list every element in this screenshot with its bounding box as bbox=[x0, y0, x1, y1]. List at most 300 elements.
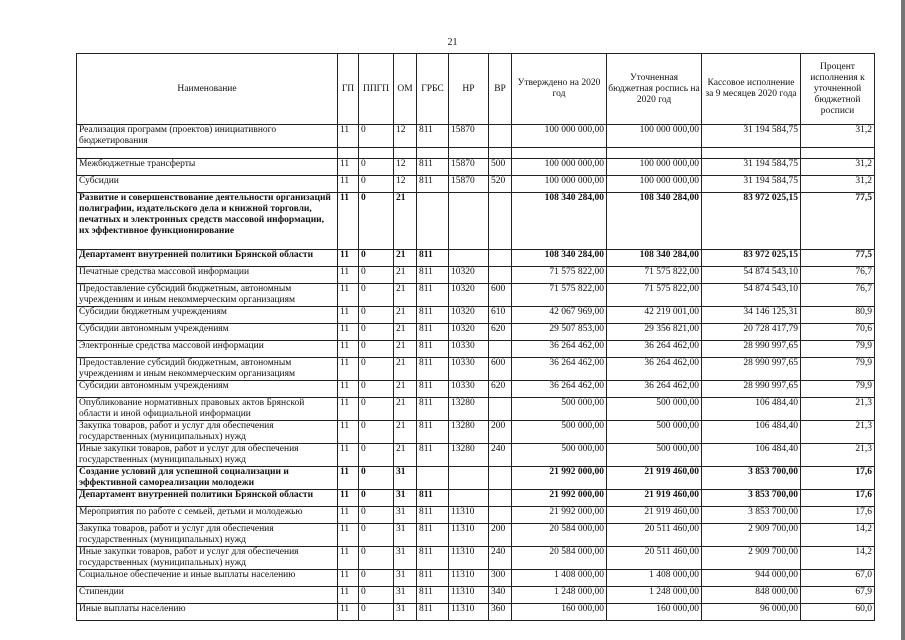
cell-om: 21 bbox=[394, 324, 417, 341]
cell-om bbox=[394, 148, 417, 159]
cell-om: 21 bbox=[394, 381, 417, 398]
cell-om: 12 bbox=[394, 176, 417, 193]
cell-np bbox=[449, 250, 489, 267]
cell-np: 10330 bbox=[449, 358, 489, 381]
table-row bbox=[77, 358, 875, 381]
cell-name: Социальное обеспечение и иные выплаты населению bbox=[77, 570, 338, 587]
cell-refined: 108 340 284,00 bbox=[607, 250, 702, 267]
cell-om: 31 bbox=[394, 547, 417, 570]
cell-percent: 77,5 bbox=[801, 250, 875, 267]
cell-percent: 21,3 bbox=[801, 398, 875, 421]
cell-percent: 14,2 bbox=[801, 547, 875, 570]
cell-approved: 36 264 462,00 bbox=[512, 381, 607, 398]
cell-om: 31 bbox=[394, 524, 417, 547]
cell-gp: 11 bbox=[338, 421, 359, 444]
cell-gp: 11 bbox=[338, 444, 359, 467]
header-vr: ВР bbox=[489, 54, 512, 125]
cell-percent: 80,9 bbox=[801, 307, 875, 324]
header-gp: ГП bbox=[338, 54, 359, 125]
cell-grbs: 811 bbox=[417, 398, 449, 421]
cell-cash: 31 194 584,75 bbox=[702, 159, 801, 176]
cell-cash: 31 194 584,75 bbox=[702, 125, 801, 148]
cell-refined: 108 340 284,00 bbox=[607, 193, 702, 250]
cell-gp: 11 bbox=[338, 467, 359, 490]
cell-percent: 67,9 bbox=[801, 587, 875, 604]
cell-ppgp: 0 bbox=[359, 341, 394, 358]
cell-cash: 34 146 125,31 bbox=[702, 307, 801, 324]
cell-percent: 31,2 bbox=[801, 125, 875, 148]
cell-ppgp: 0 bbox=[359, 267, 394, 284]
cell-vr: 600 bbox=[489, 358, 512, 381]
cell-approved: 20 584 000,00 bbox=[512, 547, 607, 570]
cell-om: 31 bbox=[394, 570, 417, 587]
header-approved: Утверждено на 2020 год bbox=[512, 54, 607, 125]
cell-name: Электронные средства массовой информации bbox=[77, 341, 338, 358]
cell-cash: 106 484,40 bbox=[702, 398, 801, 421]
cell-grbs bbox=[417, 467, 449, 490]
cell-approved: 100 000 000,00 bbox=[512, 125, 607, 148]
cell-cash: 20 728 417,79 bbox=[702, 324, 801, 341]
table-row bbox=[77, 604, 875, 621]
cell-refined: 20 511 460,00 bbox=[607, 524, 702, 547]
cell-percent: 17,6 bbox=[801, 467, 875, 490]
cell-vr bbox=[489, 490, 512, 507]
table-row bbox=[77, 341, 875, 358]
cell-cash: 31 194 584,75 bbox=[702, 176, 801, 193]
cell-name: Иные выплаты населению bbox=[77, 604, 338, 621]
cell-refined: 500 000,00 bbox=[607, 421, 702, 444]
cell-vr: 360 bbox=[489, 604, 512, 621]
cell-vr: 200 bbox=[489, 524, 512, 547]
cell-om: 31 bbox=[394, 467, 417, 490]
cell-cash: 106 484,40 bbox=[702, 444, 801, 467]
cell-om: 21 bbox=[394, 307, 417, 324]
cell-np: 15870 bbox=[449, 125, 489, 148]
cell-name: Предоставление субсидий бюджетным, автономным учреждениям и иным некоммерческим организациям bbox=[77, 358, 338, 381]
cell-np: 10320 bbox=[449, 267, 489, 284]
cell-refined: 20 511 460,00 bbox=[607, 547, 702, 570]
cell-ppgp: 0 bbox=[359, 250, 394, 267]
cell-grbs: 811 bbox=[417, 307, 449, 324]
cell-refined: 42 219 001,00 bbox=[607, 307, 702, 324]
cell-np: 10320 bbox=[449, 307, 489, 324]
cell-percent: 67,0 bbox=[801, 570, 875, 587]
cell-gp: 11 bbox=[338, 125, 359, 148]
cell-percent: 17,6 bbox=[801, 507, 875, 524]
cell-approved: 1 408 000,00 bbox=[512, 570, 607, 587]
cell-name: Опубликование нормативных правовых актов Брянской области и иной официальной информации bbox=[77, 398, 338, 421]
header-name: Наименование bbox=[77, 54, 338, 125]
cell-approved: 100 000 000,00 bbox=[512, 176, 607, 193]
cell-np: 11310 bbox=[449, 524, 489, 547]
cell-vr bbox=[489, 148, 512, 159]
cell-vr: 500 bbox=[489, 159, 512, 176]
cell-ppgp: 0 bbox=[359, 358, 394, 381]
cell-percent: 17,6 bbox=[801, 490, 875, 507]
cell-np: 11310 bbox=[449, 587, 489, 604]
header-percent: Процент исполнения к уточненной бюджетной росписи bbox=[801, 54, 875, 125]
table-row bbox=[77, 587, 875, 604]
cell-om: 21 bbox=[394, 284, 417, 307]
cell-cash: 2 909 700,00 bbox=[702, 524, 801, 547]
table-row bbox=[77, 324, 875, 341]
cell-vr bbox=[489, 267, 512, 284]
table-row bbox=[77, 193, 875, 250]
cell-np: 10320 bbox=[449, 324, 489, 341]
cell-ppgp: 0 bbox=[359, 587, 394, 604]
cell-cash: 83 972 025,15 bbox=[702, 193, 801, 250]
cell-refined: 500 000,00 bbox=[607, 398, 702, 421]
cell-ppgp: 0 bbox=[359, 324, 394, 341]
cell-vr: 610 bbox=[489, 307, 512, 324]
cell-vr bbox=[489, 125, 512, 148]
budget-table bbox=[76, 53, 875, 621]
cell-cash: 28 990 997,65 bbox=[702, 341, 801, 358]
table-row bbox=[77, 267, 875, 284]
cell-percent: 70,6 bbox=[801, 324, 875, 341]
cell-cash: 96 000,00 bbox=[702, 604, 801, 621]
cell-refined: 21 919 460,00 bbox=[607, 490, 702, 507]
header-grbs: ГРБС bbox=[417, 54, 449, 125]
cell-grbs bbox=[417, 148, 449, 159]
cell-percent: 76,7 bbox=[801, 284, 875, 307]
cell-gp: 11 bbox=[338, 267, 359, 284]
cell-refined: 71 575 822,00 bbox=[607, 267, 702, 284]
cell-grbs: 811 bbox=[417, 507, 449, 524]
cell-gp: 11 bbox=[338, 398, 359, 421]
cell-np: 10320 bbox=[449, 284, 489, 307]
cell-name: Субсидии бюджетным учреждениям bbox=[77, 307, 338, 324]
page-number: 21 bbox=[447, 37, 458, 48]
cell-grbs: 811 bbox=[417, 490, 449, 507]
cell-np: 10330 bbox=[449, 341, 489, 358]
cell-name: Реализация программ (проектов) инициативного бюджетирования bbox=[77, 125, 338, 148]
cell-name: Департамент внутренней политики Брянской области bbox=[77, 490, 338, 507]
cell-gp: 11 bbox=[338, 341, 359, 358]
table-row bbox=[77, 381, 875, 398]
cell-approved: 108 340 284,00 bbox=[512, 193, 607, 250]
cell-grbs: 811 bbox=[417, 341, 449, 358]
cell-cash: 83 972 025,15 bbox=[702, 250, 801, 267]
table-row bbox=[77, 307, 875, 324]
cell-gp: 11 bbox=[338, 284, 359, 307]
cell-name: Создание условий для успешной социализации и эффективной самореализации молодежи bbox=[77, 467, 338, 490]
cell-refined: 1 248 000,00 bbox=[607, 587, 702, 604]
cell-grbs: 811 bbox=[417, 421, 449, 444]
cell-ppgp: 0 bbox=[359, 421, 394, 444]
cell-np: 15870 bbox=[449, 176, 489, 193]
cell-vr bbox=[489, 341, 512, 358]
cell-approved: 500 000,00 bbox=[512, 421, 607, 444]
cell-grbs: 811 bbox=[417, 444, 449, 467]
cell-gp bbox=[338, 148, 359, 159]
cell-vr: 600 bbox=[489, 284, 512, 307]
table-row bbox=[77, 176, 875, 193]
table-row bbox=[77, 490, 875, 507]
cell-om: 21 bbox=[394, 358, 417, 381]
cell-vr bbox=[489, 250, 512, 267]
cell-grbs: 811 bbox=[417, 358, 449, 381]
cell-ppgp: 0 bbox=[359, 604, 394, 621]
page-edge bbox=[901, 0, 905, 640]
cell-ppgp: 0 bbox=[359, 444, 394, 467]
cell-vr bbox=[489, 507, 512, 524]
table-row bbox=[77, 159, 875, 176]
table-row bbox=[77, 507, 875, 524]
cell-np: 11310 bbox=[449, 570, 489, 587]
cell-cash: 106 484,40 bbox=[702, 421, 801, 444]
cell-gp: 11 bbox=[338, 604, 359, 621]
cell-ppgp: 0 bbox=[359, 490, 394, 507]
cell-grbs: 811 bbox=[417, 604, 449, 621]
cell-name: Субсидии автономным учреждениям bbox=[77, 324, 338, 341]
cell-ppgp: 0 bbox=[359, 284, 394, 307]
cell-om: 12 bbox=[394, 159, 417, 176]
cell-vr: 240 bbox=[489, 444, 512, 467]
table-row bbox=[77, 524, 875, 547]
cell-approved: 36 264 462,00 bbox=[512, 358, 607, 381]
cell-np: 11310 bbox=[449, 507, 489, 524]
cell-om: 31 bbox=[394, 604, 417, 621]
cell-om: 21 bbox=[394, 341, 417, 358]
table-row bbox=[77, 148, 875, 159]
cell-gp: 11 bbox=[338, 587, 359, 604]
cell-approved: 1 248 000,00 bbox=[512, 587, 607, 604]
cell-gp: 11 bbox=[338, 490, 359, 507]
header-np: НР bbox=[449, 54, 489, 125]
cell-refined: 36 264 462,00 bbox=[607, 358, 702, 381]
cell-cash: 3 853 700,00 bbox=[702, 507, 801, 524]
cell-om: 21 bbox=[394, 193, 417, 250]
cell-approved: 21 992 000,00 bbox=[512, 507, 607, 524]
cell-percent: 14,2 bbox=[801, 524, 875, 547]
cell-name: Иные закупки товаров, работ и услуг для обеспечения государственных (муниципальных) нужд bbox=[77, 547, 338, 570]
cell-grbs: 811 bbox=[417, 284, 449, 307]
cell-vr: 620 bbox=[489, 381, 512, 398]
cell-percent bbox=[801, 148, 875, 159]
cell-om: 31 bbox=[394, 490, 417, 507]
cell-percent: 31,2 bbox=[801, 176, 875, 193]
cell-cash: 54 874 543,10 bbox=[702, 284, 801, 307]
cell-percent: 79,9 bbox=[801, 341, 875, 358]
cell-approved: 108 340 284,00 bbox=[512, 250, 607, 267]
cell-ppgp: 0 bbox=[359, 381, 394, 398]
cell-cash: 3 853 700,00 bbox=[702, 467, 801, 490]
cell-name: Субсидии bbox=[77, 176, 338, 193]
cell-name: Развитие и совершенствование деятельности организаций полиграфии, издательского дела и книжной торговли, печатных и электронных средств массовой информации, их эффективное функционирование bbox=[77, 193, 338, 250]
table-row bbox=[77, 284, 875, 307]
cell-approved: 500 000,00 bbox=[512, 398, 607, 421]
table-row bbox=[77, 467, 875, 490]
cell-refined: 71 575 822,00 bbox=[607, 284, 702, 307]
cell-name: Департамент внутренней политики Брянской области bbox=[77, 250, 338, 267]
cell-om: 21 bbox=[394, 250, 417, 267]
cell-approved: 500 000,00 bbox=[512, 444, 607, 467]
cell-om: 31 bbox=[394, 507, 417, 524]
cell-approved: 20 584 000,00 bbox=[512, 524, 607, 547]
table-row bbox=[77, 250, 875, 267]
table-row bbox=[77, 547, 875, 570]
cell-grbs: 811 bbox=[417, 587, 449, 604]
cell-refined: 36 264 462,00 bbox=[607, 341, 702, 358]
cell-refined: 29 356 821,00 bbox=[607, 324, 702, 341]
cell-name: Мероприятия по работе с семьей, детьми и молодежью bbox=[77, 507, 338, 524]
cell-refined: 36 264 462,00 bbox=[607, 381, 702, 398]
cell-grbs: 811 bbox=[417, 267, 449, 284]
cell-np bbox=[449, 490, 489, 507]
cell-approved bbox=[512, 148, 607, 159]
cell-gp: 11 bbox=[338, 358, 359, 381]
cell-om: 21 bbox=[394, 421, 417, 444]
cell-gp: 11 bbox=[338, 570, 359, 587]
cell-refined: 100 000 000,00 bbox=[607, 159, 702, 176]
cell-refined: 100 000 000,00 bbox=[607, 176, 702, 193]
cell-gp: 11 bbox=[338, 324, 359, 341]
cell-vr: 520 bbox=[489, 176, 512, 193]
cell-approved: 21 992 000,00 bbox=[512, 467, 607, 490]
cell-percent: 79,9 bbox=[801, 381, 875, 398]
cell-ppgp: 0 bbox=[359, 507, 394, 524]
cell-vr: 240 bbox=[489, 547, 512, 570]
cell-name: Межбюджетные трансферты bbox=[77, 159, 338, 176]
cell-grbs: 811 bbox=[417, 176, 449, 193]
cell-grbs: 811 bbox=[417, 324, 449, 341]
cell-grbs: 811 bbox=[417, 125, 449, 148]
cell-np: 13280 bbox=[449, 398, 489, 421]
cell-percent: 60,0 bbox=[801, 604, 875, 621]
cell-approved: 42 067 969,00 bbox=[512, 307, 607, 324]
cell-vr bbox=[489, 467, 512, 490]
cell-cash: 28 990 997,65 bbox=[702, 381, 801, 398]
cell-name: Иные закупки товаров, работ и услуг для обеспечения государственных (муниципальных) нужд bbox=[77, 444, 338, 467]
cell-name: Стипендии bbox=[77, 587, 338, 604]
cell-vr bbox=[489, 398, 512, 421]
cell-np bbox=[449, 148, 489, 159]
cell-om: 12 bbox=[394, 125, 417, 148]
cell-ppgp: 0 bbox=[359, 547, 394, 570]
cell-grbs: 811 bbox=[417, 381, 449, 398]
cell-ppgp: 0 bbox=[359, 570, 394, 587]
cell-name: Закупка товаров, работ и услуг для обеспечения государственных (муниципальных) нужд bbox=[77, 524, 338, 547]
cell-grbs: 811 bbox=[417, 250, 449, 267]
cell-ppgp: 0 bbox=[359, 159, 394, 176]
cell-refined: 21 919 460,00 bbox=[607, 467, 702, 490]
cell-percent: 77,5 bbox=[801, 193, 875, 250]
cell-ppgp: 0 bbox=[359, 467, 394, 490]
cell-gp: 11 bbox=[338, 307, 359, 324]
header-om: ОМ bbox=[394, 54, 417, 125]
cell-np: 15870 bbox=[449, 159, 489, 176]
cell-gp: 11 bbox=[338, 507, 359, 524]
cell-percent: 21,3 bbox=[801, 421, 875, 444]
table-header-row bbox=[77, 54, 875, 125]
cell-refined: 1 408 000,00 bbox=[607, 570, 702, 587]
cell-grbs: 811 bbox=[417, 547, 449, 570]
table-row bbox=[77, 570, 875, 587]
cell-percent: 31,2 bbox=[801, 159, 875, 176]
cell-om: 31 bbox=[394, 587, 417, 604]
cell-ppgp: 0 bbox=[359, 176, 394, 193]
cell-ppgp bbox=[359, 148, 394, 159]
cell-gp: 11 bbox=[338, 193, 359, 250]
table-row bbox=[77, 421, 875, 444]
cell-grbs: 811 bbox=[417, 570, 449, 587]
cell-om: 21 bbox=[394, 444, 417, 467]
cell-gp: 11 bbox=[338, 176, 359, 193]
cell-vr: 340 bbox=[489, 587, 512, 604]
cell-cash: 28 990 997,65 bbox=[702, 358, 801, 381]
cell-refined: 100 000 000,00 bbox=[607, 125, 702, 148]
cell-ppgp: 0 bbox=[359, 307, 394, 324]
header-ppgp: ППГП bbox=[359, 54, 394, 125]
cell-approved: 21 992 000,00 bbox=[512, 490, 607, 507]
cell-gp: 11 bbox=[338, 547, 359, 570]
cell-name: Предоставление субсидий бюджетным, автономным учреждениям и иным некоммерческим организациям bbox=[77, 284, 338, 307]
table-row bbox=[77, 444, 875, 467]
cell-grbs: 811 bbox=[417, 159, 449, 176]
cell-approved: 29 507 853,00 bbox=[512, 324, 607, 341]
cell-name: Субсидии автономным учреждениям bbox=[77, 381, 338, 398]
cell-approved: 160 000,00 bbox=[512, 604, 607, 621]
cell-cash bbox=[702, 148, 801, 159]
cell-om: 21 bbox=[394, 267, 417, 284]
table-row bbox=[77, 125, 875, 148]
cell-np bbox=[449, 193, 489, 250]
cell-cash: 3 853 700,00 bbox=[702, 490, 801, 507]
table-row bbox=[77, 398, 875, 421]
cell-name bbox=[77, 148, 338, 159]
cell-refined: 500 000,00 bbox=[607, 444, 702, 467]
cell-gp: 11 bbox=[338, 381, 359, 398]
cell-percent: 79,9 bbox=[801, 358, 875, 381]
cell-approved: 71 575 822,00 bbox=[512, 267, 607, 284]
cell-cash: 944 000,00 bbox=[702, 570, 801, 587]
cell-np: 11310 bbox=[449, 547, 489, 570]
cell-np: 13280 bbox=[449, 421, 489, 444]
cell-cash: 848 000,00 bbox=[702, 587, 801, 604]
cell-np: 10330 bbox=[449, 381, 489, 398]
cell-name: Закупка товаров, работ и услуг для обеспечения государственных (муниципальных) нужд bbox=[77, 421, 338, 444]
cell-ppgp: 0 bbox=[359, 193, 394, 250]
cell-grbs bbox=[417, 193, 449, 250]
cell-vr bbox=[489, 193, 512, 250]
cell-gp: 11 bbox=[338, 159, 359, 176]
cell-gp: 11 bbox=[338, 524, 359, 547]
cell-cash: 2 909 700,00 bbox=[702, 547, 801, 570]
cell-percent: 76,7 bbox=[801, 267, 875, 284]
cell-ppgp: 0 bbox=[359, 125, 394, 148]
cell-vr: 300 bbox=[489, 570, 512, 587]
cell-grbs: 811 bbox=[417, 524, 449, 547]
cell-np: 13280 bbox=[449, 444, 489, 467]
cell-refined: 160 000,00 bbox=[607, 604, 702, 621]
cell-np bbox=[449, 467, 489, 490]
cell-np: 11310 bbox=[449, 604, 489, 621]
header-cash: Кассовое исполнение за 9 месяцев 2020 года bbox=[702, 54, 801, 125]
cell-refined: 21 919 460,00 bbox=[607, 507, 702, 524]
header-refined: Уточненная бюджетная роспись на 2020 год bbox=[607, 54, 702, 125]
cell-vr: 620 bbox=[489, 324, 512, 341]
cell-percent: 21,3 bbox=[801, 444, 875, 467]
cell-approved: 71 575 822,00 bbox=[512, 284, 607, 307]
cell-gp: 11 bbox=[338, 250, 359, 267]
cell-refined bbox=[607, 148, 702, 159]
cell-approved: 36 264 462,00 bbox=[512, 341, 607, 358]
cell-approved: 100 000 000,00 bbox=[512, 159, 607, 176]
cell-name: Печатные средства массовой информации bbox=[77, 267, 338, 284]
cell-om: 21 bbox=[394, 398, 417, 421]
cell-ppgp: 0 bbox=[359, 524, 394, 547]
